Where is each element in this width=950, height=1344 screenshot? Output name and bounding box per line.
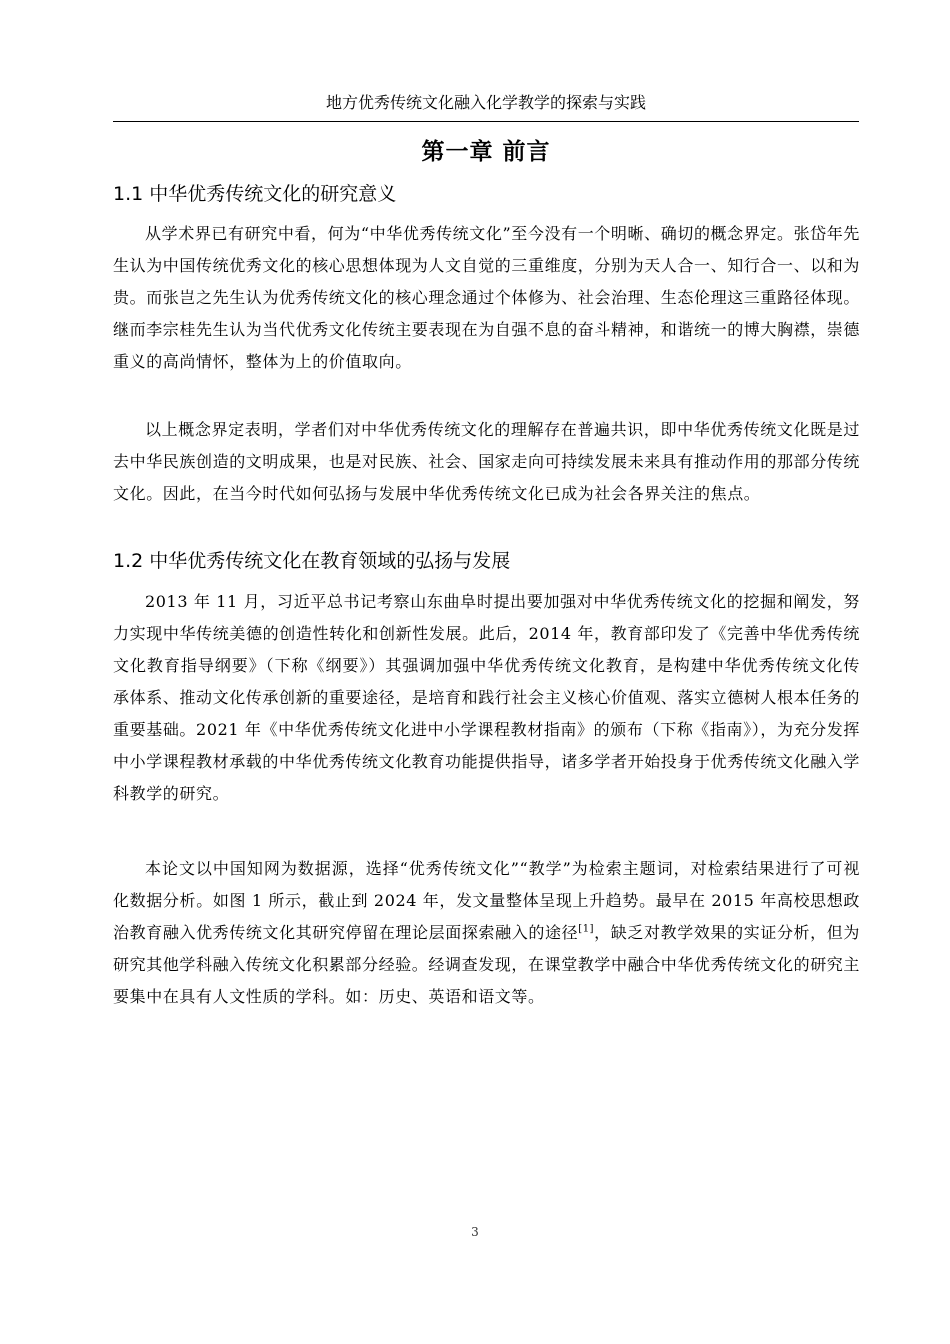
paragraph-1-1-a: 从学术界已有研究中看，何为“中华优秀传统文化”至今没有一个明晰、确切的概念界定。张岱年先生认为中国传统优秀文化的核心思想体现为人文自觉的三重维度，分别为天人合一、知行合一、以和为贵。而张岂之先生认为优秀传统文化的核心理念通过个体修为、社会治理、生态伦理这三重路径体现。继而李宗桂先生认为当代优秀文化传统主要表现在为自强不息的奋斗精神，和谐统一的博大胸襟，崇德重义的高尚情怀，整体为上的价值取向。 (113, 224, 861, 371)
header-divider (113, 121, 859, 122)
paragraph-text-before-citation: 本论文以中国知网为数据源，选择“优秀传统文化”“教学”为检索主题词，对检索结果进行了可视化数据分析。如图 1 所示，截止到 2024 年，发文量整体呈现上升趋势。最早在 2015 年高校思想政治教育融入优秀传统文化其研究停留在理论层面探索融入的途径 (113, 859, 860, 942)
section-heading-1-1: 1.1 中华优秀传统文化的研究意义 (113, 183, 397, 205)
page-number: 3 (471, 1225, 479, 1239)
section-heading-1-2: 1.2 中华优秀传统文化在教育领域的弘扬与发展 (113, 550, 511, 572)
running-header: 地方优秀传统文化融入化学教学的探索与实践 (325, 93, 646, 112)
paragraph-1-1-b: 以上概念界定表明，学者们对中华优秀传统文化的理解存在普遍共识，即中华优秀传统文化既是过去中华民族创造的文明成果，也是对民族、社会、国家走向可持续发展未来具有推动作用的那部分传统文化。因此，在当今时代如何弘扬与发展中华优秀传统文化已成为社会各界关注的焦点。 (113, 420, 861, 503)
paragraph-1-2-a: 2013 年 11 月，习近平总书记考察山东曲阜时提出要加强对中华优秀传统文化的挖掘和阐发，努力实现中华传统美德的创造性转化和创新性发展。此后，2014 年，教育部印发了《完善中华优秀传统文化教育指导纲要》（下称《纲要》）其强调加强中华优秀传统文化教育，是构建中华优秀传统文化传承体系、推动文化传承创新的重要途径，是培育和践行社会主义核心价值观、落实立德树人根本任务的重要基础。2021 年《中华优秀传统文化进中小学课程教材指南》的颁布（下称《指南》），为充分发挥中小学课程教材承载的中华优秀传统文化教育功能提供指导，诸多学者开始投身于优秀传统文化融入学科教学的研究。 (113, 592, 861, 803)
citation-reference[interactable]: [1] (578, 923, 595, 935)
paragraph-text-after-citation: ，缺乏对教学效果的实证分析，但为研究其他学科融入传统文化积累部分经验。经调查发现，在课堂教学中融合中华优秀传统文化的研究主要集中在具有人文性质的学科。如：历史、英语和语文等。 (113, 923, 861, 1006)
paragraph-1-2-b (113, 853, 860, 1013)
chapter-title: 第一章 前言 (421, 139, 551, 165)
